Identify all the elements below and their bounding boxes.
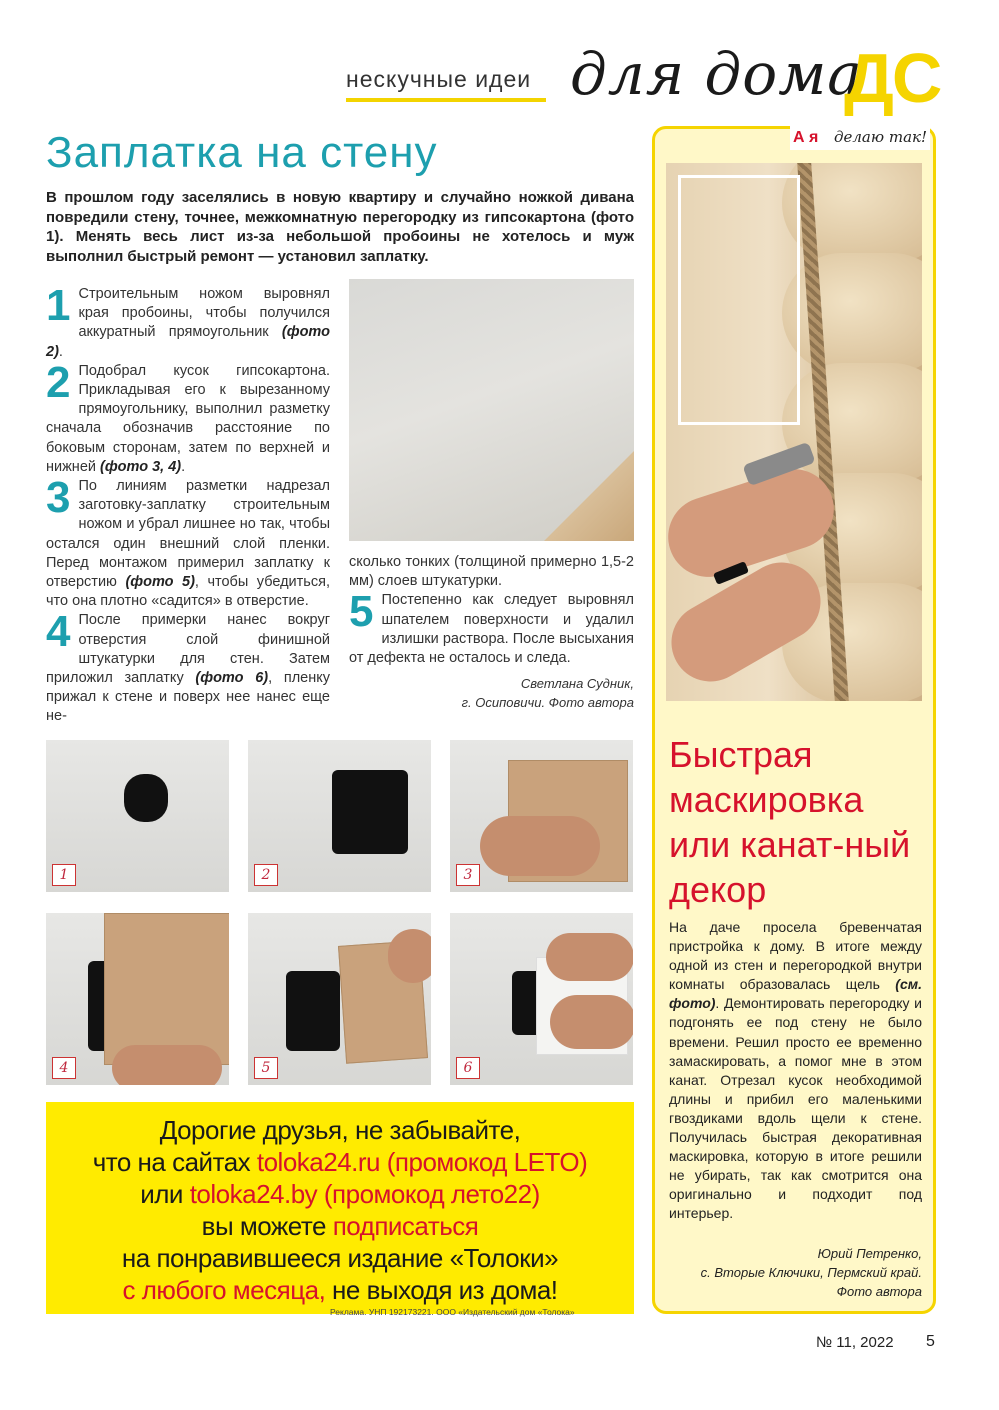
ad-line: на понравившееся издание «Толоки» — [121, 1243, 559, 1273]
step-text: отверстия слой финишной штукатурки для стен. Затем приложил заплатку — [46, 631, 330, 687]
article-location: г. Осиповичи. Фото автора — [461, 695, 634, 711]
photo-6 — [450, 913, 633, 1085]
photo-ref: (фото 5) — [125, 574, 195, 591]
sidebar-location: с. Вторые Ключики, Пермский край. — [700, 1265, 922, 1280]
sidebar-author: Юрий Петренко, — [817, 1246, 922, 1261]
hand — [388, 929, 431, 983]
ad-text-part: вы можете — [201, 1211, 333, 1241]
ad-text-part: с любого месяца, — [122, 1275, 326, 1305]
step-text: Подобрал кусок гипсокартона. Прикладывая его к вырезанному прямоугольнику, выполнил разметку сначала обозначив расстояние по боковым сторонам, затем по верхней и нижней — [46, 362, 330, 475]
section-label: нескучные идеи — [346, 66, 532, 92]
step-tail: . — [58, 343, 63, 360]
photo-5 — [248, 913, 431, 1085]
sidebar-title: Быстрая маскировка или канат-ный декор — [669, 734, 911, 910]
photo-ref: (см. фото) — [669, 976, 922, 1012]
photo-inset-frame — [678, 175, 800, 425]
photo-label: 1 — [52, 864, 76, 886]
ad-link-ru[interactable]: toloka24.ru (промокод LETO) — [256, 1147, 588, 1177]
article-author: Светлана Судник, — [520, 676, 634, 692]
step-number: 5 — [349, 587, 374, 637]
photo-label: 2 — [254, 864, 278, 886]
photo-3 — [450, 740, 633, 892]
step-tail: . — [181, 458, 186, 475]
article-lead: В прошлом году заселялись в новую квартиру и случайно ножкой дивана повредили стену, точнее, межкомнатную перегородку из гипсокартона (фото 1). Менять весь лист из-за небольшой пробоины не хотелось и муж выполнил быстрый ремонт — установил заплатку. — [46, 189, 634, 265]
wall-hole — [286, 971, 340, 1051]
step-tail: , чтобы убедиться, что она плотно «садится» в отверстие. — [46, 574, 330, 610]
hand — [112, 1045, 222, 1085]
page-number: 5 — [926, 1333, 935, 1350]
step-5 — [349, 587, 634, 668]
step-number: 4 — [46, 607, 71, 657]
photo-ref: (фото 6) — [195, 670, 269, 687]
ad-text-part: не выходя из дома! — [325, 1275, 558, 1305]
ad-text — [46, 1114, 634, 1306]
ad-line — [46, 1178, 634, 1210]
sidebar-tag-subtitle: делаю так! — [834, 128, 928, 146]
step-text: По линиям разметки надрезал заготовку-заплатку строительным ножом и убрал лишнее но так, чтобы остался один внешний слой пленки. Перед монтажом примерил заплатку к отверстию — [46, 478, 330, 591]
section-underline — [346, 98, 546, 102]
step-number: 3 — [46, 473, 71, 523]
wall-hole — [124, 774, 168, 822]
hand — [546, 933, 633, 981]
ad-disclaimer: Реклама. УНП 192173221. ООО «Издательский дом «Толока» — [330, 1307, 575, 1317]
section-title: для дома — [570, 40, 863, 108]
ad-link-by[interactable]: toloka24.by (промокод лето22) — [189, 1179, 540, 1209]
step-1 — [46, 281, 330, 362]
step-text: , пленку прижал к стене и поверх нее нанес еще не- — [46, 670, 330, 725]
subscription-ad — [46, 1102, 634, 1314]
photo-label: 4 — [52, 1057, 76, 1079]
photo-1 — [46, 740, 229, 892]
step-text: После примерки нанес вокруг — [78, 612, 330, 629]
step-4 — [46, 607, 330, 726]
magazine-logo: ДС — [844, 39, 941, 117]
ad-line — [46, 1146, 634, 1178]
step-number: 1 — [46, 281, 71, 330]
photo-2 — [248, 740, 431, 892]
ad-text-part: или — [140, 1179, 190, 1209]
issue-number: № 11, 2022 — [816, 1334, 894, 1351]
photo-rope-decor — [666, 163, 922, 701]
ad-line — [46, 1210, 634, 1242]
photo-label: 3 — [456, 864, 480, 886]
sidebar-text-part: На даче просела бревенчатая пристройка к дому. В итоге между одной из стен и перегородкой внутри комнаты образовалась щель — [669, 919, 922, 993]
ad-line — [46, 1274, 634, 1306]
sidebar-text-part: . Демонтировать перегородку и подгонять ее под стену не было времени. Решил просто ее временно замаскировать, а помог мне в этом канат. Отрезал кусок необходимой длины и прибил его маленькими гвоздиками вдоль щели к стене. Получилась быстрая декоративная маскировка, которую в итоге решили не убирать, так как смотрится она оригинально и подходит под интерьер. — [669, 995, 922, 1222]
photo-ref: (фото 2) — [46, 324, 330, 360]
photo-label: 6 — [456, 1057, 480, 1079]
step-4-cont: сколько тонких (толщиной примерно 1,5-2 мм) слоев штукатурки. — [349, 554, 634, 590]
photo-4 — [46, 913, 229, 1085]
photo-label: 5 — [254, 1057, 278, 1079]
photo-wall-gap — [349, 279, 634, 541]
sidebar-text — [669, 918, 922, 1224]
ad-text-part: что на сайтах — [92, 1147, 257, 1177]
log — [782, 253, 922, 373]
sidebar-signature — [669, 1244, 922, 1301]
step-text: Строительным ножом выровнял края пробоины, чтобы получился аккуратный прямоугольник — [78, 286, 330, 341]
step-number: 2 — [46, 357, 71, 407]
wall-hole — [332, 770, 408, 854]
hand — [480, 816, 600, 876]
patch-board — [104, 913, 229, 1065]
article-column-1 — [46, 281, 330, 727]
photo-ref: (фото 3, 4) — [100, 458, 182, 475]
ad-subscribe: подписаться — [332, 1211, 479, 1241]
wood-corner — [544, 451, 634, 541]
hand — [550, 995, 633, 1049]
step-3 — [46, 473, 330, 611]
sidebar-photo-credit: Фото автора — [836, 1284, 922, 1299]
article-column-2 — [349, 553, 634, 712]
step-text: Постепенно как следует выровнял шпателем поверхности и удалил излишки раствора. После высыхания от дефекта не осталось и следа. — [349, 592, 634, 667]
ad-line: Дорогие друзья, не забывайте, — [159, 1115, 521, 1145]
sidebar-tag: А я — [793, 129, 819, 146]
article-title: Заплатка на стену — [46, 128, 438, 177]
step-2 — [46, 357, 330, 477]
